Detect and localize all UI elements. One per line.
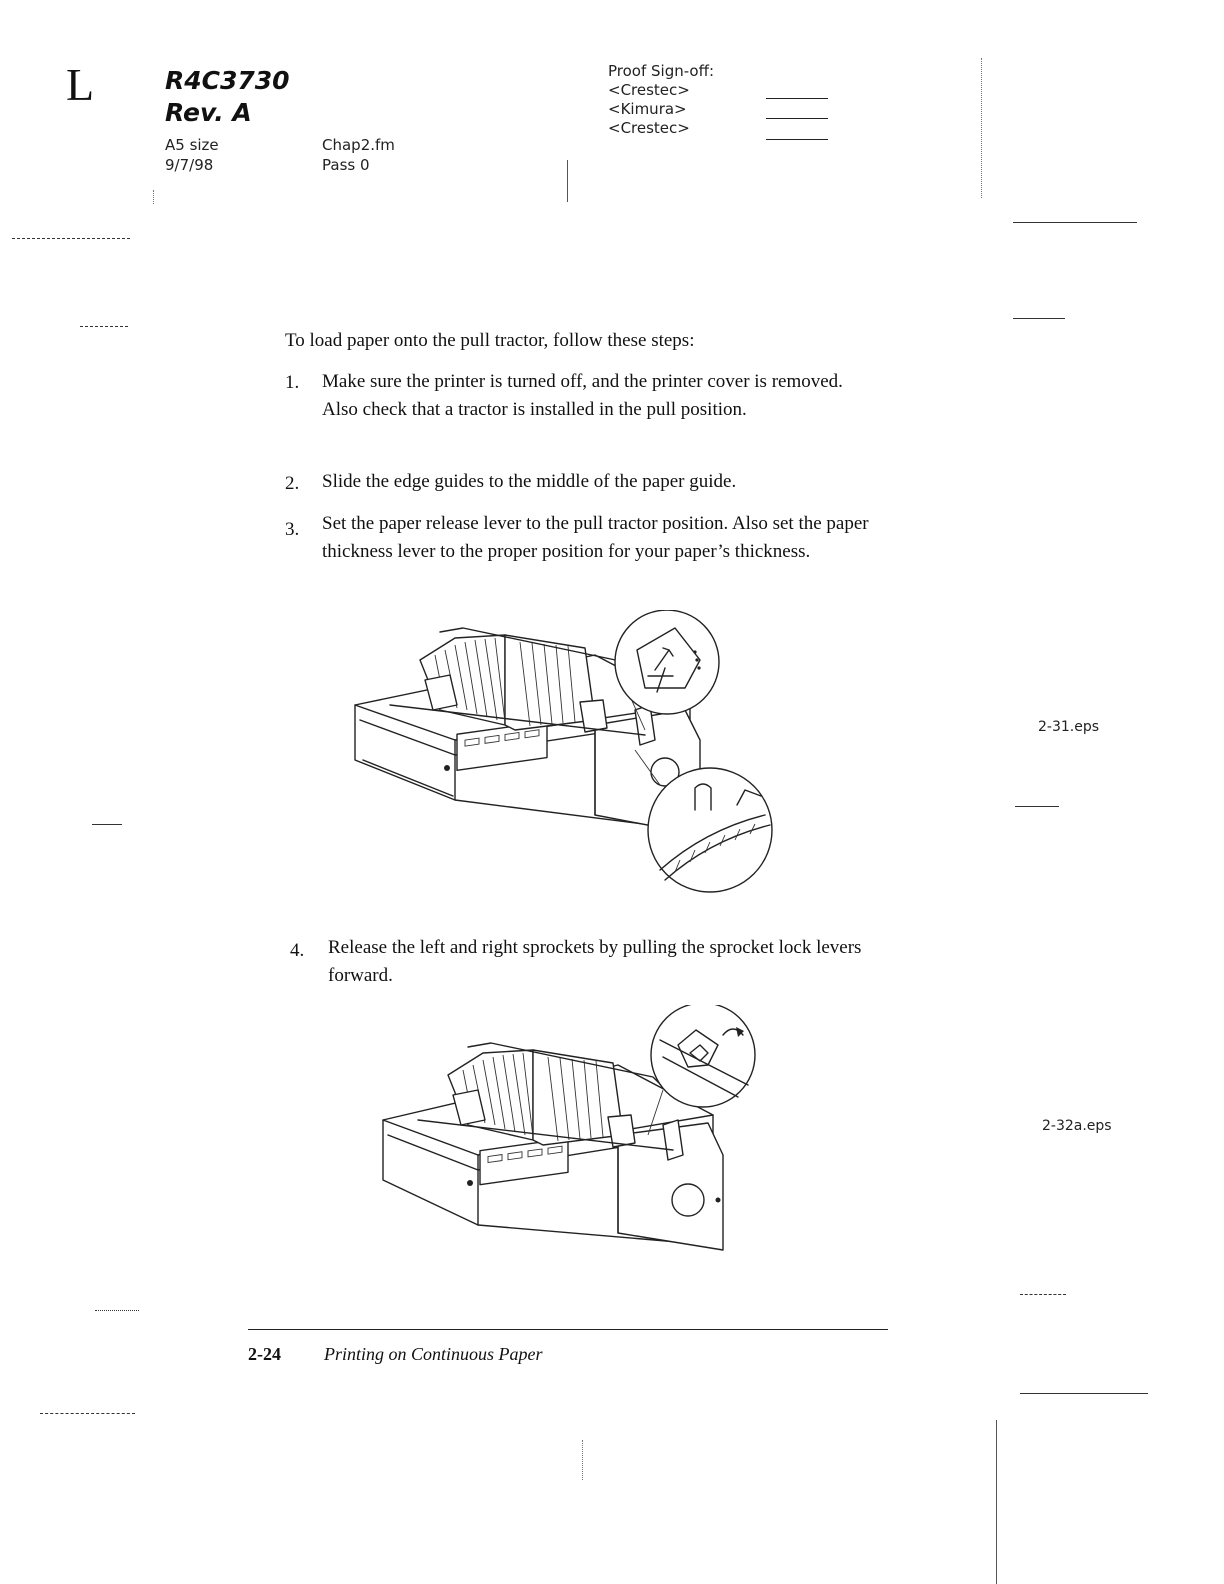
product-code: R4C3730 (165, 66, 290, 95)
printer-illustration-pull-tractor-position (345, 610, 785, 910)
crop-mark (80, 326, 128, 327)
crop-mark (996, 1420, 997, 1584)
step-text: Release the left and right sprockets by pulling the sprocket lock levers forward. (328, 937, 862, 986)
step-number: 1. (285, 372, 300, 393)
step-text: Set the paper release lever to the pull tractor position. Also set the paper thickness lever to the proper position for your paper’s thickness. (322, 513, 869, 562)
step-number: 3. (285, 519, 300, 540)
crop-mark (1013, 318, 1065, 319)
signature-line (766, 118, 828, 119)
figure-1-label: 2-31.eps (1038, 719, 1100, 735)
corner-mark: L (66, 59, 95, 110)
page-number: 2-24 (248, 1344, 281, 1364)
crop-mark (40, 1413, 135, 1414)
date: 9/7/98 (165, 156, 214, 174)
step-text: Slide the edge guides to the middle of the paper guide. (322, 471, 737, 492)
proof-title: Proof Sign-off: (608, 62, 714, 80)
step-number: 4. (290, 940, 305, 961)
revision: Rev. A (165, 98, 252, 127)
crop-mark (92, 824, 122, 825)
signature-line (766, 139, 828, 140)
proof-name: <Crestec> (608, 119, 690, 138)
proof-name: <Kimura> (608, 100, 687, 119)
crop-mark (95, 1310, 139, 1311)
crop-mark (582, 1440, 583, 1480)
step-text: Make sure the printer is turned off, and the printer cover is removed. Also check that a tractor is installed in the pull position. (322, 371, 843, 420)
crop-mark (153, 190, 154, 204)
paper-size: A5 size (165, 136, 219, 154)
crop-mark (1015, 806, 1059, 807)
figure-2-label: 2-32a.eps (1042, 1118, 1112, 1134)
intro-paragraph: To load paper onto the pull tractor, follow these steps: (285, 330, 695, 351)
signature-line (766, 98, 828, 99)
printer-illustration-sprocket-lock-levers (378, 1005, 768, 1285)
proof-name: <Crestec> (608, 81, 690, 100)
pass: Pass 0 (322, 156, 370, 174)
file-name: Chap2.fm (322, 136, 395, 154)
crop-mark (1020, 1294, 1066, 1295)
crop-mark (981, 58, 982, 198)
footer-rule (248, 1329, 888, 1330)
crop-mark (1020, 1393, 1148, 1394)
crop-mark (567, 160, 568, 202)
proof-signoff (608, 62, 714, 138)
crop-mark (1013, 222, 1137, 223)
chapter-title: Printing on Continuous Paper (324, 1344, 543, 1364)
step-number: 2. (285, 473, 300, 494)
crop-mark (12, 238, 130, 239)
